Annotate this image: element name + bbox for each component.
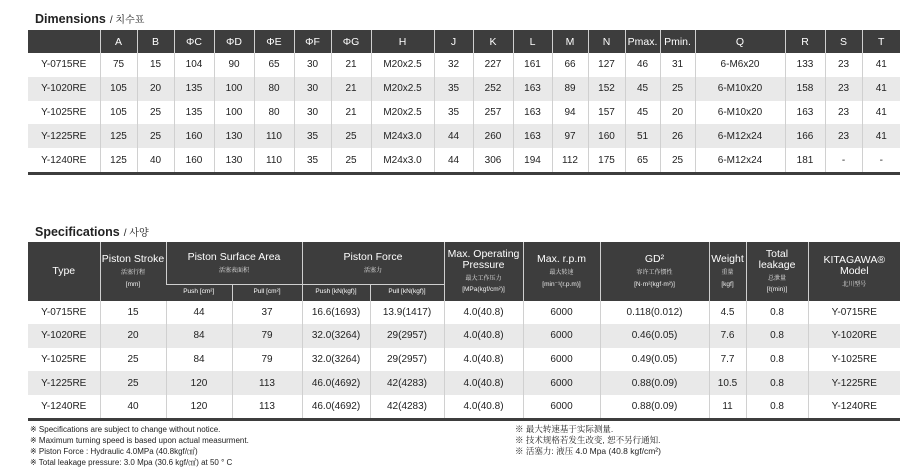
table-cell: 4.5 xyxy=(709,301,746,325)
table-cell: 160 xyxy=(174,124,214,148)
table-cell: 25 xyxy=(100,371,166,395)
table-cell: M24x3.0 xyxy=(371,124,434,148)
table-cell: 135 xyxy=(174,77,214,101)
table-cell: 120 xyxy=(166,395,232,420)
table-cell: 25 xyxy=(660,148,695,173)
table-cell: 227 xyxy=(473,53,513,77)
table-cell: 65 xyxy=(254,53,294,77)
table-cell: Y-1240RE xyxy=(808,395,900,420)
table-cell: 97 xyxy=(552,124,588,148)
table-cell: 6-M10x20 xyxy=(695,77,785,101)
table-cell: 44 xyxy=(434,124,473,148)
table-cell: 25 xyxy=(137,101,174,125)
table-cell: 42(4283) xyxy=(370,371,444,395)
table-cell: Y-1025RE xyxy=(41,353,87,365)
table-cell: 163 xyxy=(785,101,825,125)
table-cell: 306 xyxy=(473,148,513,173)
note-line: ※ 活塞力: 液压 4.0 Mpa (40.8 kgf/cm²) xyxy=(515,446,661,456)
table-cell: 166 xyxy=(785,124,825,148)
table-cell: 4.0(40.8) xyxy=(444,301,523,325)
table-cell: 46.0(4692) xyxy=(302,395,370,420)
table-cell: 13.9(1417) xyxy=(370,301,444,325)
spec-header-kitagawa-model: KITAGAWA® Model 北川型号 xyxy=(808,242,900,301)
table-cell: 158 xyxy=(785,77,825,101)
table-row xyxy=(28,53,900,77)
table-cell: 4.0(40.8) xyxy=(444,324,523,348)
table-cell: 90 xyxy=(214,53,254,77)
table-cell: 6-M12x24 xyxy=(695,148,785,173)
table-cell: Y-1240RE xyxy=(28,148,100,173)
note-line: ※ 最大转速基于实际测量. xyxy=(515,424,614,434)
table-cell: 84 xyxy=(166,348,232,372)
table-cell: 6000 xyxy=(523,348,600,372)
dim-header-cell: ΦF xyxy=(294,30,331,53)
table-cell: 6000 xyxy=(523,301,600,325)
table-cell: Y-1020RE xyxy=(808,324,900,348)
table-cell: Y-1240RE xyxy=(28,395,100,420)
table-cell: 21 xyxy=(331,53,371,77)
dim-header-cell: ΦC xyxy=(174,30,214,53)
table-cell: 252 xyxy=(473,77,513,101)
table-cell: 80 xyxy=(254,77,294,101)
table-cell: 112 xyxy=(552,148,588,173)
table-row xyxy=(28,101,900,125)
table-cell: 46.0(4692) xyxy=(302,371,370,395)
table-cell: 0.88(0.09) xyxy=(600,395,709,420)
table-row xyxy=(28,124,900,148)
table-cell: 110 xyxy=(254,148,294,173)
table-cell: 130 xyxy=(214,124,254,148)
spec-header-piston-stroke: Piston Stroke 活塞行程 [mm] xyxy=(100,242,166,301)
dim-header-cell: ΦE xyxy=(254,30,294,53)
table-cell: 23 xyxy=(825,77,862,101)
table-cell: 37 xyxy=(232,301,302,325)
table-cell: 100 xyxy=(214,101,254,125)
table-cell: 23 xyxy=(825,53,862,77)
table-row xyxy=(28,324,900,348)
table-cell: 110 xyxy=(254,124,294,148)
dim-header-cell: B xyxy=(137,30,174,53)
note-line: ※ Piston Force : Hydraulic 4.0MPa (40.8kgf/㎠) xyxy=(30,447,198,456)
table-cell: 79 xyxy=(232,324,302,348)
spec-header-total-leakage: Total leakage 总泄量 [ℓ(min)] xyxy=(746,242,808,301)
table-cell: 25 xyxy=(100,348,166,372)
table-cell: 45 xyxy=(625,77,660,101)
table-cell: 44 xyxy=(434,148,473,173)
table-cell: 6000 xyxy=(523,371,600,395)
table-cell: 100 xyxy=(214,77,254,101)
table-cell: 7.6 xyxy=(709,324,746,348)
table-cell: 31 xyxy=(660,53,695,77)
table-cell: 30 xyxy=(294,53,331,77)
dim-header-cell: ΦD xyxy=(214,30,254,53)
notes-right xyxy=(515,424,661,457)
table-cell: 80 xyxy=(254,101,294,125)
table-cell: 0.8 xyxy=(746,324,808,348)
table-cell: 32.0(3264) xyxy=(302,324,370,348)
table-cell: 113 xyxy=(232,371,302,395)
table-row xyxy=(28,395,900,420)
table-cell: Y-1225RE xyxy=(28,124,100,148)
table-cell: 40 xyxy=(137,148,174,173)
table-cell: 65 xyxy=(625,148,660,173)
table-cell: 21 xyxy=(331,101,371,125)
dim-header-cell: T xyxy=(862,30,900,53)
table-cell: 84 xyxy=(166,324,232,348)
table-cell: Y-1025RE xyxy=(808,348,900,372)
table-cell: 25 xyxy=(137,124,174,148)
table-cell: 0.118(0.012) xyxy=(600,301,709,325)
table-cell: 181 xyxy=(785,148,825,173)
table-cell: 160 xyxy=(588,124,625,148)
table-cell: 41 xyxy=(862,124,900,148)
table-cell: M20x2.5 xyxy=(371,77,434,101)
table-cell: 30 xyxy=(294,77,331,101)
table-cell: M20x2.5 xyxy=(371,53,434,77)
spec-header-type: Type xyxy=(28,242,100,301)
table-cell: Y-0715RE xyxy=(808,301,900,325)
dim-header-cell: A xyxy=(100,30,137,53)
table-cell: Y-0715RE xyxy=(41,59,87,71)
spec-header-max-pressure: Max. Operating Pressure 最大工作压力 [MPa(kgf/cm²)] xyxy=(444,242,523,301)
table-cell: 20 xyxy=(137,77,174,101)
spec-subheader-surface-pull: Pull [cm²] xyxy=(232,284,302,301)
dim-header-cell: Pmax. xyxy=(625,30,660,53)
table-cell: 113 xyxy=(232,395,302,420)
table-cell: 15 xyxy=(100,301,166,325)
table-cell: Y-1225RE xyxy=(28,371,100,395)
table-cell: 23 xyxy=(825,101,862,125)
table-cell: 41 xyxy=(862,101,900,125)
table-cell: 25 xyxy=(331,124,371,148)
dimensions-title: Dimensions / 치수표 xyxy=(35,12,145,26)
table-cell: 0.8 xyxy=(746,301,808,325)
spec-subheader-surface-push: Push [cm²] xyxy=(166,284,232,301)
dimensions-subtitle: / 치수표 xyxy=(109,15,145,26)
table-cell: 133 xyxy=(785,53,825,77)
table-cell: 10.5 xyxy=(709,371,746,395)
dim-header-cell: M xyxy=(552,30,588,53)
table-cell: 41 xyxy=(862,77,900,101)
table-cell: 15 xyxy=(137,53,174,77)
table-cell: 175 xyxy=(588,148,625,173)
table-cell: 32.0(3264) xyxy=(302,348,370,372)
spec-header-gd2: GD² 容许工作惯性 [N·m²(kgf·m²)] xyxy=(600,242,709,301)
table-cell: 6-M12x24 xyxy=(695,124,785,148)
table-row xyxy=(28,77,900,101)
table-row xyxy=(28,371,900,395)
table-cell: 35 xyxy=(434,101,473,125)
dimensions-header-row xyxy=(28,30,900,53)
table-cell: Y-1020RE xyxy=(28,324,100,348)
table-cell: 0.8 xyxy=(746,348,808,372)
table-row xyxy=(28,301,900,325)
table-cell: 16.6(1693) xyxy=(302,301,370,325)
spec-subheader-force-pull: Pull [kN(kgf)] xyxy=(370,284,444,301)
table-cell: 41 xyxy=(862,53,900,77)
table-cell: 127 xyxy=(588,53,625,77)
table-cell: 6000 xyxy=(523,324,600,348)
table-cell: 4.0(40.8) xyxy=(444,348,523,372)
table-cell: 7.7 xyxy=(709,348,746,372)
table-cell: 104 xyxy=(174,53,214,77)
table-cell: 25 xyxy=(660,77,695,101)
table-cell: - xyxy=(825,148,862,173)
table-cell: 163 xyxy=(513,77,552,101)
spec-header-piston-force: Piston Force 活塞力 xyxy=(302,242,444,284)
dim-header-cell: ΦG xyxy=(331,30,371,53)
dim-header-cell: R xyxy=(785,30,825,53)
dim-header-cell: L xyxy=(513,30,552,53)
table-cell: 44 xyxy=(166,301,232,325)
table-cell: 79 xyxy=(232,348,302,372)
table-cell: 163 xyxy=(513,101,552,125)
spec-header-weight: Weight 重量 [kgf] xyxy=(709,242,746,301)
table-cell: 75 xyxy=(100,53,137,77)
dim-header-cell: Pmin. xyxy=(660,30,695,53)
table-cell: 45 xyxy=(625,101,660,125)
table-cell: 152 xyxy=(588,77,625,101)
table-cell: 0.49(0.05) xyxy=(600,348,709,372)
table-cell: 89 xyxy=(552,77,588,101)
table-cell: - xyxy=(862,148,900,173)
table-cell: 51 xyxy=(625,124,660,148)
table-row xyxy=(28,348,900,372)
table-cell: Y-0715RE xyxy=(41,306,87,318)
table-cell: 35 xyxy=(294,148,331,173)
spec-subheader-force-push: Push [kN(kgf)] xyxy=(302,284,370,301)
table-cell: 29(2957) xyxy=(370,324,444,348)
table-cell: 257 xyxy=(473,101,513,125)
spec-header-max-rpm: Max. r.p.m 最大转速 [min⁻¹(r.p.m)] xyxy=(523,242,600,301)
table-cell: 42(4283) xyxy=(370,395,444,420)
table-cell: 160 xyxy=(174,148,214,173)
note-line: ※ Maximum turning speed is based upon actual measurment. xyxy=(30,436,249,445)
table-cell: 6-M6x20 xyxy=(695,53,785,77)
table-cell: 32 xyxy=(434,53,473,77)
specifications-header-row xyxy=(28,242,900,284)
table-cell: 105 xyxy=(100,101,137,125)
dim-header-cell: K xyxy=(473,30,513,53)
note-line: ※ Total leakage pressure: 3.0 Mpa (30.6 kgf/㎠) at 50 ° C xyxy=(30,458,233,467)
table-cell: Y-1025RE xyxy=(41,106,87,118)
dim-header-cell: H xyxy=(371,30,434,53)
note-line: ※ Specifications are subject to change without notice. xyxy=(30,425,221,434)
table-cell: 23 xyxy=(825,124,862,148)
dim-header-cell: Q xyxy=(695,30,785,53)
table-cell: 6000 xyxy=(523,395,600,420)
table-cell: 94 xyxy=(552,101,588,125)
note-line: ※ 技术规格若发生改变, 恕不另行通知. xyxy=(515,435,661,445)
table-cell: 194 xyxy=(513,148,552,173)
table-cell: 25 xyxy=(331,148,371,173)
table-cell: 105 xyxy=(100,77,137,101)
dim-header-cell: J xyxy=(434,30,473,53)
table-cell: 135 xyxy=(174,101,214,125)
table-cell: Y-1020RE xyxy=(28,77,100,101)
table-cell: 0.88(0.09) xyxy=(600,371,709,395)
table-cell: 30 xyxy=(294,101,331,125)
table-cell: 35 xyxy=(294,124,331,148)
dimensions-table xyxy=(28,30,900,175)
table-cell: 125 xyxy=(100,124,137,148)
table-cell: 21 xyxy=(331,77,371,101)
table-cell: 163 xyxy=(513,124,552,148)
specifications-table xyxy=(28,242,900,421)
table-cell: 11 xyxy=(709,395,746,420)
table-cell: 260 xyxy=(473,124,513,148)
table-cell: 4.0(40.8) xyxy=(444,371,523,395)
table-cell: 157 xyxy=(588,101,625,125)
table-cell: 40 xyxy=(100,395,166,420)
table-cell: 26 xyxy=(660,124,695,148)
table-cell: 0.46(0.05) xyxy=(600,324,709,348)
table-cell: M20x2.5 xyxy=(371,101,434,125)
specifications-subtitle: / 사양 xyxy=(123,228,149,239)
table-cell: 130 xyxy=(214,148,254,173)
table-cell: 66 xyxy=(552,53,588,77)
table-cell: 6-M10x20 xyxy=(695,101,785,125)
spec-header-piston-surface-area: Piston Surface Area 活塞表面积 xyxy=(166,242,302,284)
dim-header-cell: N xyxy=(588,30,625,53)
table-cell: 29(2957) xyxy=(370,348,444,372)
table-cell: Y-1225RE xyxy=(808,371,900,395)
table-cell: 35 xyxy=(434,77,473,101)
table-cell: 0.8 xyxy=(746,371,808,395)
specifications-title: Specifications / 사양 xyxy=(35,225,149,239)
notes-left xyxy=(30,424,249,468)
table-cell: 46 xyxy=(625,53,660,77)
table-cell: 161 xyxy=(513,53,552,77)
table-cell: 125 xyxy=(100,148,137,173)
table-cell: M24x3.0 xyxy=(371,148,434,173)
dim-header-cell: S xyxy=(825,30,862,53)
table-cell: 20 xyxy=(100,324,166,348)
table-row xyxy=(28,148,900,173)
table-cell: 20 xyxy=(660,101,695,125)
dim-header-cell xyxy=(28,30,100,53)
table-cell: 4.0(40.8) xyxy=(444,395,523,420)
table-cell: 0.8 xyxy=(746,395,808,420)
table-cell: 120 xyxy=(166,371,232,395)
